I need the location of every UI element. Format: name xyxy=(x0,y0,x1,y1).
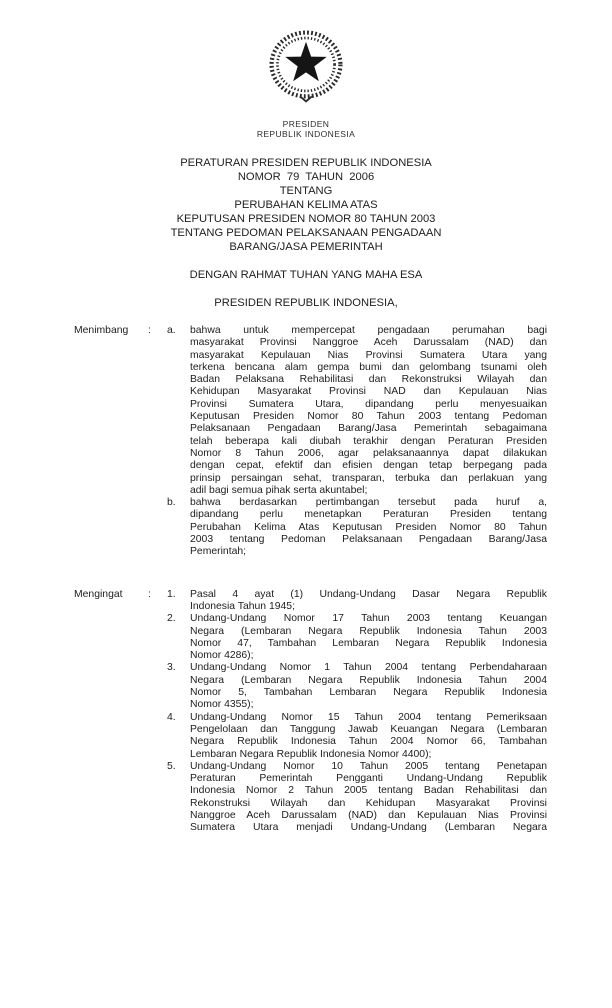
item-text xyxy=(190,325,547,497)
item-marker: b. xyxy=(167,497,176,509)
mengingat-item-4 xyxy=(74,712,547,761)
invocation-line: DENGAN RAHMAT TUHAN YANG MAHA ESA xyxy=(189,269,423,281)
text-line: Negara (Lembaran Negara Republik Indonesia Tahun 2003 xyxy=(190,625,547,637)
text-line: masyarakat Kepulauan Nias Provinsi Sumatera Utara yang xyxy=(190,349,547,361)
letterhead-republik-indonesia: REPUBLIK INDONESIA xyxy=(256,129,356,139)
menimbang-item-a xyxy=(74,325,547,497)
item-text xyxy=(190,589,547,614)
text-line: Badan Pelaksana Rehabilitasi dan Rekonstruksi Wilayah dan xyxy=(190,374,547,386)
text-line: Sumatera Utara menjadi Undang-Undang (Lembaran Negara xyxy=(190,822,547,834)
document-title xyxy=(0,156,612,254)
item-text xyxy=(190,613,547,662)
section-colon: : xyxy=(148,588,151,600)
item-marker: 2. xyxy=(167,613,176,625)
section-menimbang xyxy=(0,325,612,559)
text-line: masyarakat Provinsi Nanggroe Aceh Darussalam (NAD) dan xyxy=(190,337,547,349)
section-colon: : xyxy=(148,325,151,336)
text-line: Nomor 4355); xyxy=(190,699,254,711)
mengingat-item-1 xyxy=(74,589,547,614)
text-line: 2003 tentang Pedoman Pelaksanaan Pengadaan Barang/Jasa xyxy=(190,534,547,546)
section-label: Menimbang xyxy=(74,325,129,336)
text-line: bahwa berdasarkan pertimbangan tersebut pada huruf a, xyxy=(190,497,547,509)
text-line: Perubahan Kelima Atas Keputusan Presiden Nomor 80 Tahun xyxy=(190,521,547,533)
letterhead-presiden: PRESIDEN xyxy=(282,119,330,129)
letterhead xyxy=(0,0,612,139)
text-line: Kehidupan Masyarakat Provinsi NAD dan Kepulauan Nias xyxy=(190,386,547,398)
star-icon xyxy=(285,42,326,81)
text-line: Lembaran Negara Republik Indonesia Nomor 4400); xyxy=(190,748,432,760)
text-line: Nomor 8 Tahun 2006, agar pelaksanaannya dapat dilakukan xyxy=(190,447,547,459)
text-line: Indonesia Nomor 2 Tahun 2005 tentang Badan Rehabilitasi dan xyxy=(190,785,547,797)
text-line: Undang-Undang Nomor 1 Tahun 2004 tentang Perbendaharaan xyxy=(190,662,547,674)
text-line: Nomor 5, Tambahan Lembaran Negara Republik Indonesia xyxy=(190,687,547,699)
section-mengingat xyxy=(0,589,612,835)
text-line: Pengelolaan dan Tanggung Jawab Keuangan Negara (Lembaran xyxy=(190,723,547,735)
text-line: Rekonstruksi Wilayah dan Kehidupan Masyarakat Provinsi xyxy=(190,797,547,809)
text-line: Pemerintah; xyxy=(190,546,247,558)
item-marker: 1. xyxy=(167,588,176,600)
item-marker: 3. xyxy=(167,662,176,674)
title-line-2: NOMOR 79 TAHUN 2006 xyxy=(237,171,375,183)
authority-line: PRESIDEN REPUBLIK INDONESIA, xyxy=(214,297,398,309)
title-line-5: KEPUTUSAN PRESIDEN NOMOR 80 TAHUN 2003 xyxy=(176,213,436,225)
text-line: bahwa untuk mempercepat pengadaan perumahan bagi xyxy=(190,325,547,336)
item-text xyxy=(190,497,547,558)
text-line: Negara (Lembaran Negara Republik Indonesia Tahun 2004 xyxy=(190,674,547,686)
wreath-stem-icon xyxy=(300,96,312,101)
text-line: Undang-Undang Nomor 15 Tahun 2004 tentang Pemeriksaan xyxy=(190,711,547,723)
menimbang-item-b xyxy=(74,497,547,558)
text-line: Provinsi Sumatera Utara, dipandang perlu menyesuaikan xyxy=(190,398,547,410)
section-label: Mengingat xyxy=(74,588,123,600)
text-line: Undang-Undang Nomor 10 Tahun 2005 tentang Penetapan xyxy=(190,760,547,772)
item-marker: 4. xyxy=(167,711,176,723)
presidential-star-wreath-emblem-icon xyxy=(0,28,612,106)
title-line-1: PERATURAN PRESIDEN REPUBLIK INDONESIA xyxy=(180,157,432,169)
text-line: dengan cepat, efektif dan efisien dengan tetap berpegang pada xyxy=(190,460,547,472)
title-line-7: BARANG/JASA PEMERINTAH xyxy=(229,241,383,253)
text-line: terkena bencana alam gempa bumi dan gelombang tsunami oleh xyxy=(190,361,547,373)
text-line: Peraturan Pemerintah Pengganti Undang-Undang Republik xyxy=(190,773,547,785)
text-line: prinsip persaingan sehat, transparan, terbuka dan perlakuan yang xyxy=(190,472,547,484)
mengingat-item-3 xyxy=(74,662,547,711)
text-line: Pelaksanaan Pengadaan Barang/Jasa Pemerintah sebagaimana xyxy=(190,423,547,435)
emblem-svg xyxy=(264,28,348,106)
text-line: Nomor 4286); xyxy=(190,650,254,662)
text-line: Indonesia Tahun 1945; xyxy=(190,600,295,612)
title-line-3: TENTANG xyxy=(279,185,333,197)
text-line: Nanggroe Aceh Darussalam (NAD) dan Kepulauan Nias Provinsi xyxy=(190,809,547,821)
text-line: adil bagi semua pihak serta akuntabel; xyxy=(190,484,368,496)
title-line-6: TENTANG PEDOMAN PELAKSANAAN PENGADAAN xyxy=(170,227,442,239)
text-line: Negara Republik Indonesia Tahun 2004 Nomor 66, Tambahan xyxy=(190,736,547,748)
item-text xyxy=(190,761,547,835)
text-line: Pasal 4 ayat (1) Undang-Undang Dasar Negara Republik xyxy=(190,588,547,600)
item-text xyxy=(190,662,547,711)
item-text xyxy=(190,712,547,761)
text-line: Undang-Undang Nomor 17 Tahun 2003 tentang Keuangan xyxy=(190,613,547,625)
item-marker: a. xyxy=(167,325,176,336)
item-marker: 5. xyxy=(167,760,176,772)
mengingat-item-2 xyxy=(74,613,547,662)
title-line-4: PERUBAHAN KELIMA ATAS xyxy=(234,199,378,211)
mengingat-item-5 xyxy=(74,761,547,835)
text-line: dipandang perlu menetapkan Peraturan Presiden tentang xyxy=(190,509,547,521)
text-line: telah beberapa kali diubah terakhir dengan Peraturan Presiden xyxy=(190,435,547,447)
text-line: Nomor 47, Tambahan Lembaran Negara Republik Indonesia xyxy=(190,637,547,649)
text-line: Keputusan Presiden Nomor 80 Tahun 2003 tentang Pedoman xyxy=(190,411,547,423)
